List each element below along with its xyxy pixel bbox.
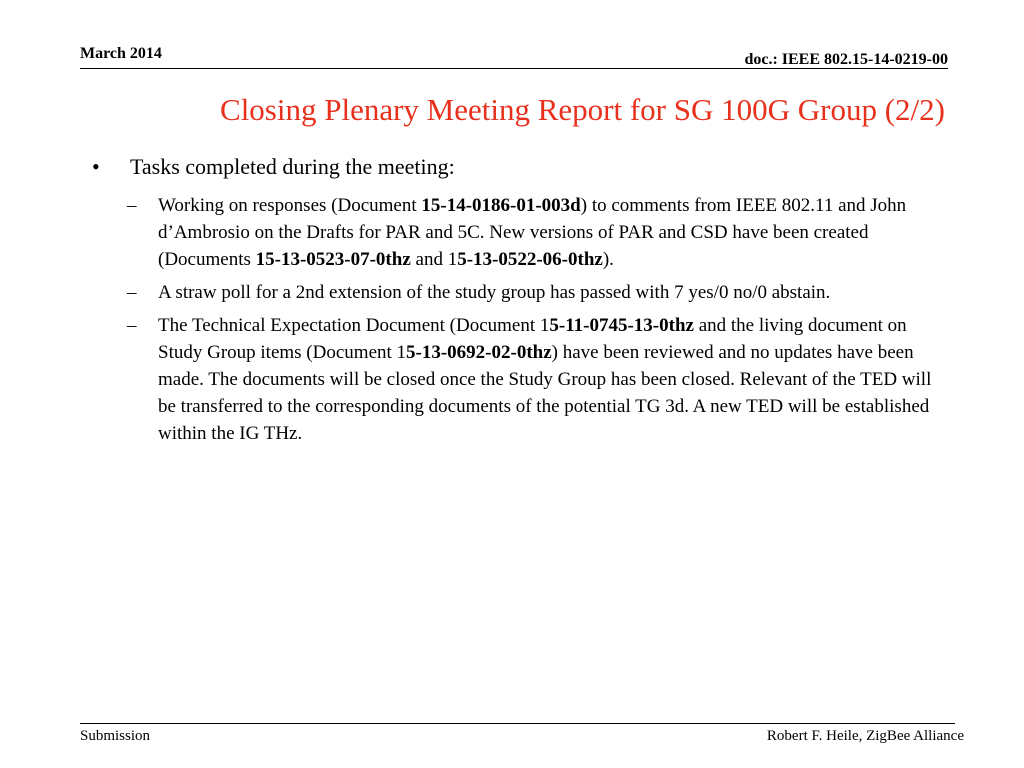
- sub-bullet-text: ) to comments from IEEE 802.11 and John d’Ambrosio on the Drafts for PAR and 5C. New versions of PAR and CSD have been created (Documents: [158, 195, 907, 270]
- doc-reference: 15-13-0523-07-0thz: [255, 249, 411, 270]
- sub-bullet-text: The Technical Expectation Document (Document 1: [158, 315, 550, 336]
- footer-divider: [80, 723, 955, 724]
- slide-title: Closing Plenary Meeting Report for SG 100G Group (2/2): [220, 92, 945, 127]
- sub-bullet-text: A straw poll for a 2nd extension of the study group has passed with 7 yes/0 no/0 abstain.: [158, 282, 831, 303]
- footer-author: Robert F. Heile, ZigBee Alliance: [766, 728, 964, 744]
- bullet-item: [80, 152, 950, 182]
- header-date: March 2014: [80, 45, 162, 62]
- slide-body: [80, 152, 950, 453]
- sub-bullet-text: ) have been reviewed and no updates have been made. The documents will be closed once the Study Group has been closed. Relevant of the TED will be transferred to the corresponding documents of the potential TG 3d. A new TED will be established within the IG THz.: [158, 342, 932, 444]
- doc-reference: 5-11-0745-13-0thz: [549, 315, 694, 336]
- footer-submission: Submission: [80, 728, 151, 744]
- sub-bullet-item: [80, 312, 950, 447]
- sub-bullet-text: and 1: [410, 249, 458, 270]
- sub-bullet-item: [80, 192, 950, 273]
- dash-marker: –: [127, 315, 137, 336]
- doc-reference: 5-13-0692-02-0thz: [406, 342, 552, 363]
- dash-marker: –: [127, 282, 137, 303]
- doc-reference: 5-13-0522-06-0thz: [457, 249, 603, 270]
- dash-marker: –: [127, 195, 137, 216]
- doc-reference: 15-14-0186-01-003d: [421, 195, 581, 216]
- bullet-text: Tasks completed during the meeting:: [130, 154, 455, 179]
- bullet-marker: •: [92, 154, 100, 179]
- sub-bullet-text: ).: [602, 249, 614, 270]
- sub-bullet-text: Working on responses (Document: [158, 195, 422, 216]
- header-divider: [80, 68, 948, 69]
- header-doc-id: doc.: IEEE 802.15-14-0219-00: [744, 51, 948, 68]
- sub-bullet-text: and the living document on Study Group items (Document 1: [158, 315, 907, 363]
- sub-bullet-item: [80, 279, 950, 306]
- sub-bullet-list: [80, 192, 950, 447]
